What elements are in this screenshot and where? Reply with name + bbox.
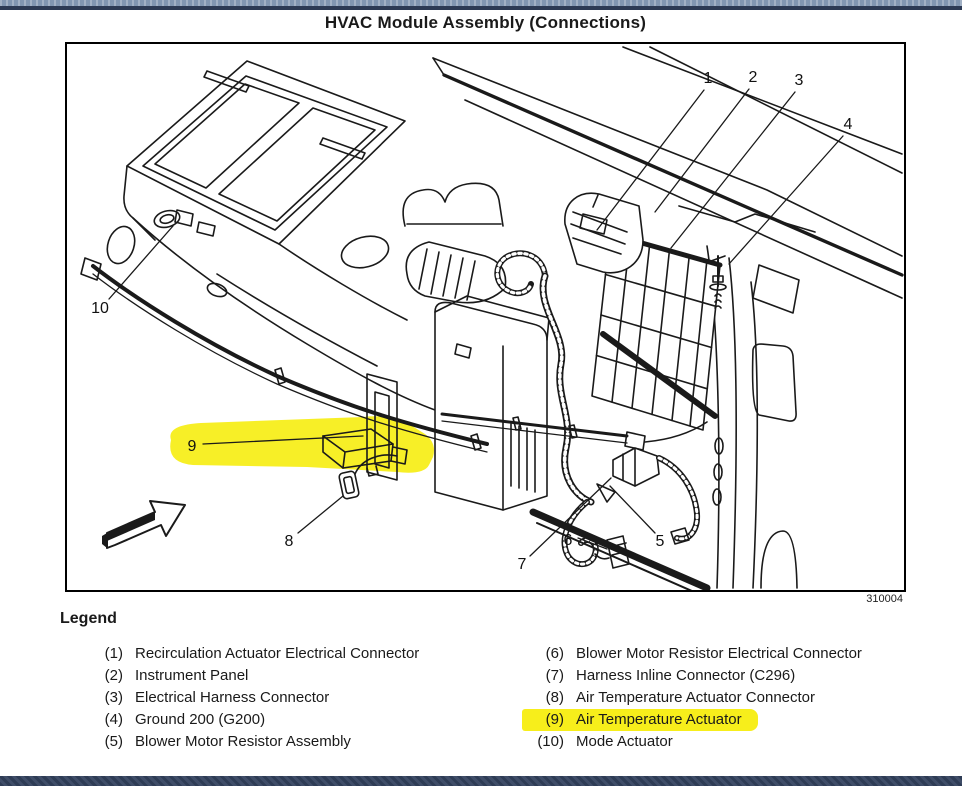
- page-title: HVAC Module Assembly (Connections): [324, 13, 647, 32]
- legend-section: [60, 610, 940, 750]
- legend-item-label: Ground 200 (G200): [135, 711, 266, 728]
- legend-item-number: (4): [104, 711, 123, 728]
- legend-item-7: [526, 665, 795, 687]
- legend-item-label: Air Temperature Actuator Connector: [576, 689, 816, 706]
- cowl-side-pillar: [707, 246, 797, 588]
- direction-arrow: [102, 501, 185, 548]
- defroster-ducts: [403, 183, 503, 226]
- callout-7: 7: [517, 556, 527, 573]
- legend-column-left: [85, 643, 419, 753]
- legend-item-2: [85, 665, 248, 687]
- hvac-assembly-illustration: [67, 44, 904, 590]
- legend-item-label: Blower Motor Resistor Assembly: [135, 733, 351, 750]
- legend-item-8: [526, 687, 815, 709]
- window-bottom-border: [0, 776, 962, 786]
- legend-item-10: [526, 731, 673, 753]
- legend-heading: Legend: [60, 610, 117, 627]
- legend-item-number: (6): [545, 645, 564, 662]
- legend-item-number: (2): [104, 667, 123, 684]
- legend-item-number: (1): [104, 645, 123, 662]
- legend-item-label: Recirculation Actuator Electrical Connector: [135, 645, 420, 662]
- legend-item-3: [85, 687, 329, 709]
- callout-3: 3: [794, 72, 804, 89]
- callout-4: 4: [843, 116, 853, 133]
- legend-item-number: (9): [545, 711, 564, 728]
- legend-item-label: Mode Actuator: [576, 733, 673, 750]
- legend-item-number: (7): [545, 667, 564, 684]
- legend-item-label: Harness Inline Connector (C296): [576, 667, 796, 684]
- inline-connector-c296: [597, 448, 659, 502]
- callout-5: 5: [655, 533, 665, 550]
- legend-item-9-highlighted: [526, 709, 758, 731]
- callout-9: 9: [187, 438, 197, 455]
- callout-10: 10: [91, 300, 109, 317]
- legend-item-number: (3): [104, 689, 123, 706]
- hvac-module-top-frame: [127, 61, 405, 244]
- callout-6: 6: [563, 532, 573, 549]
- legend-column-right: [526, 643, 862, 753]
- diagram-frame: [65, 42, 906, 592]
- corrugated-duct: [338, 231, 506, 302]
- callout-8: 8: [284, 533, 294, 550]
- highlight-swoosh-9: [170, 416, 434, 472]
- recirculation-actuator: [565, 193, 643, 273]
- lower-dash-edge: [533, 512, 707, 590]
- legend-item-number: (8): [545, 689, 564, 706]
- legend-item-5: [85, 731, 351, 753]
- legend-item-label: Instrument Panel: [135, 667, 249, 684]
- legend-item-label: Air Temperature Actuator: [576, 711, 742, 728]
- window-top-border: [0, 0, 962, 10]
- heater-box: [435, 296, 549, 510]
- figure-number: 310004: [866, 593, 903, 605]
- legend-item-number: (10): [537, 733, 564, 750]
- callout-2: 2: [748, 69, 758, 86]
- legend-item-6: [526, 643, 862, 665]
- legend-item-4: [85, 709, 265, 731]
- legend-item-1: [85, 643, 419, 665]
- callout-1: 1: [703, 70, 713, 87]
- legend-item-number: (5): [104, 733, 123, 750]
- legend-item-label: Blower Motor Resistor Electrical Connector: [576, 645, 862, 662]
- legend-item-label: Electrical Harness Connector: [135, 689, 330, 706]
